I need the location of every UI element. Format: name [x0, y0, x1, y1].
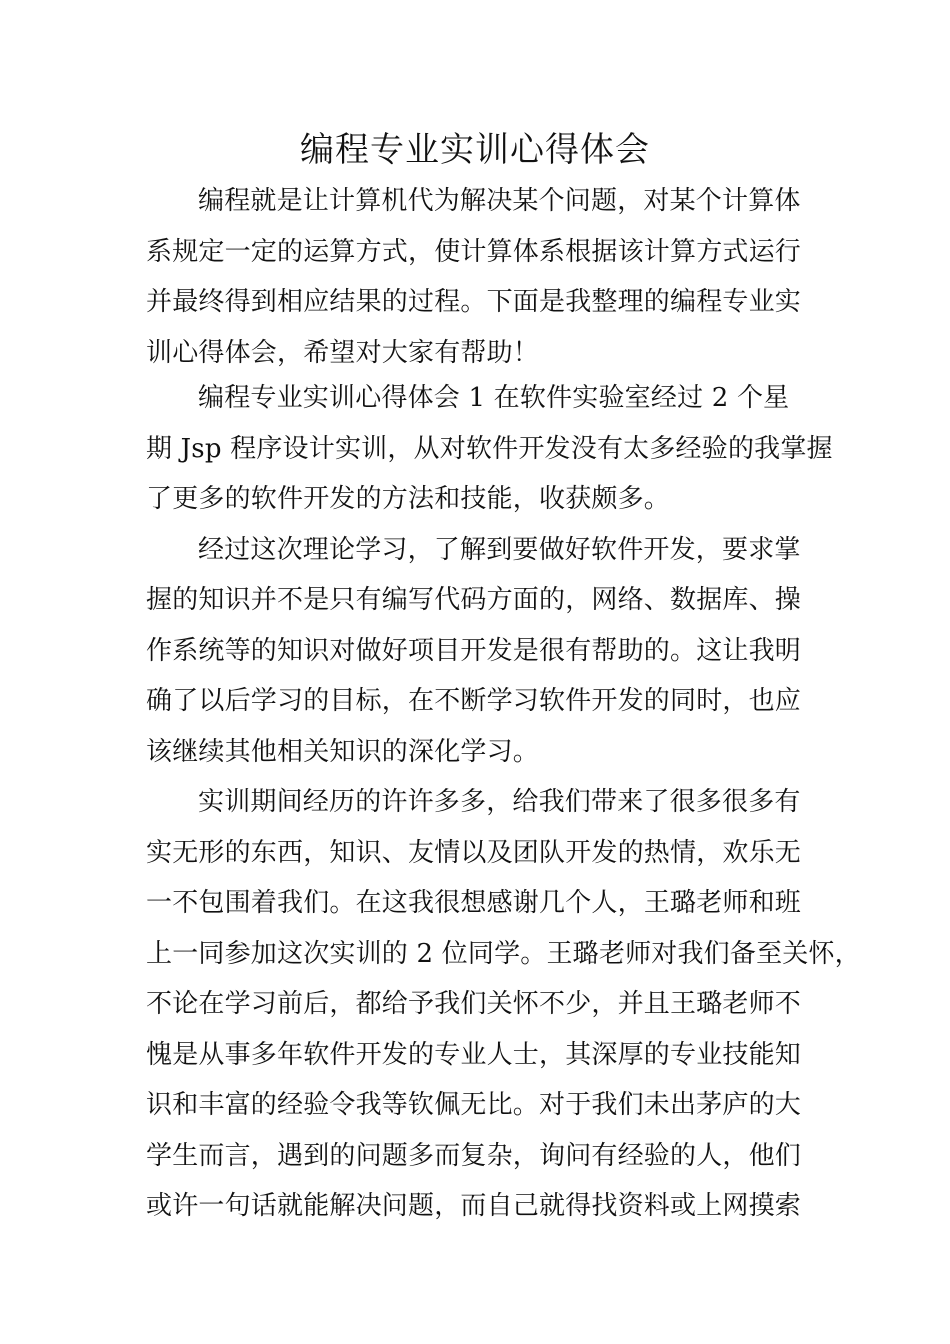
paragraph-line-5: 编程专业实训心得体会 1 在软件实验室经过 2 个星	[198, 383, 790, 413]
paragraph-line-9: 握的知识并不是只有编写代码方面的，网络、数据库、操	[146, 585, 802, 615]
paragraph-line-3: 并最终得到相应结果的过程。下面是我整理的编程专业实	[146, 287, 802, 317]
paragraph-line-19: 识和丰富的经验令我等钦佩无比。对于我们未出茅庐的大	[146, 1090, 802, 1120]
paragraph-line-12: 该继续其他相关知识的深化学习。	[146, 737, 540, 767]
paragraph-line-2: 系规定一定的运算方式，使计算体系根据该计算方式运行	[146, 237, 802, 267]
paragraph-line-18: 愧是从事多年软件开发的专业人士，其深厚的专业技能知	[146, 1040, 802, 1070]
paragraph-line-15: 一不包围着我们。在这我很想感谢几个人，王璐老师和班	[146, 888, 802, 918]
document-title: 编程专业实训心得体会	[300, 130, 650, 170]
paragraph-line-20: 学生而言，遇到的问题多而复杂，询问有经验的人，他们	[146, 1141, 802, 1171]
paragraph-line-17: 不论在学习前后，都给予我们关怀不少，并且王璐老师不	[146, 989, 802, 1019]
paragraph-line-4: 训心得体会，希望对大家有帮助！	[146, 338, 540, 368]
paragraph-line-7: 了更多的软件开发的方法和技能，收获颇多。	[146, 484, 671, 514]
paragraph-line-11: 确了以后学习的目标，在不断学习软件开发的同时，也应	[146, 686, 802, 716]
paragraph-line-8: 经过这次理论学习，了解到要做好软件开发，要求掌	[198, 535, 801, 565]
paragraph-line-21: 或许一句话就能解决问题，而自己就得找资料或上网摸索	[146, 1191, 802, 1221]
paragraph-line-14: 实无形的东西，知识、友情以及团队开发的热情，欢乐无	[146, 838, 802, 868]
paragraph-line-1: 编程就是让计算机代为解决某个问题，对某个计算体	[198, 186, 801, 216]
paragraph-line-10: 作系统等的知识对做好项目开发是很有帮助的。这让我明	[146, 636, 802, 666]
paragraph-line-16: 上一同参加这次实训的 2 位同学。王璐老师对我们备至关怀，	[146, 939, 861, 969]
paragraph-line-13: 实训期间经历的许许多多，给我们带来了很多很多有	[198, 787, 801, 817]
paragraph-line-6: 期 Jsp 程序设计实训，从对软件开发没有太多经验的我掌握	[146, 434, 833, 464]
